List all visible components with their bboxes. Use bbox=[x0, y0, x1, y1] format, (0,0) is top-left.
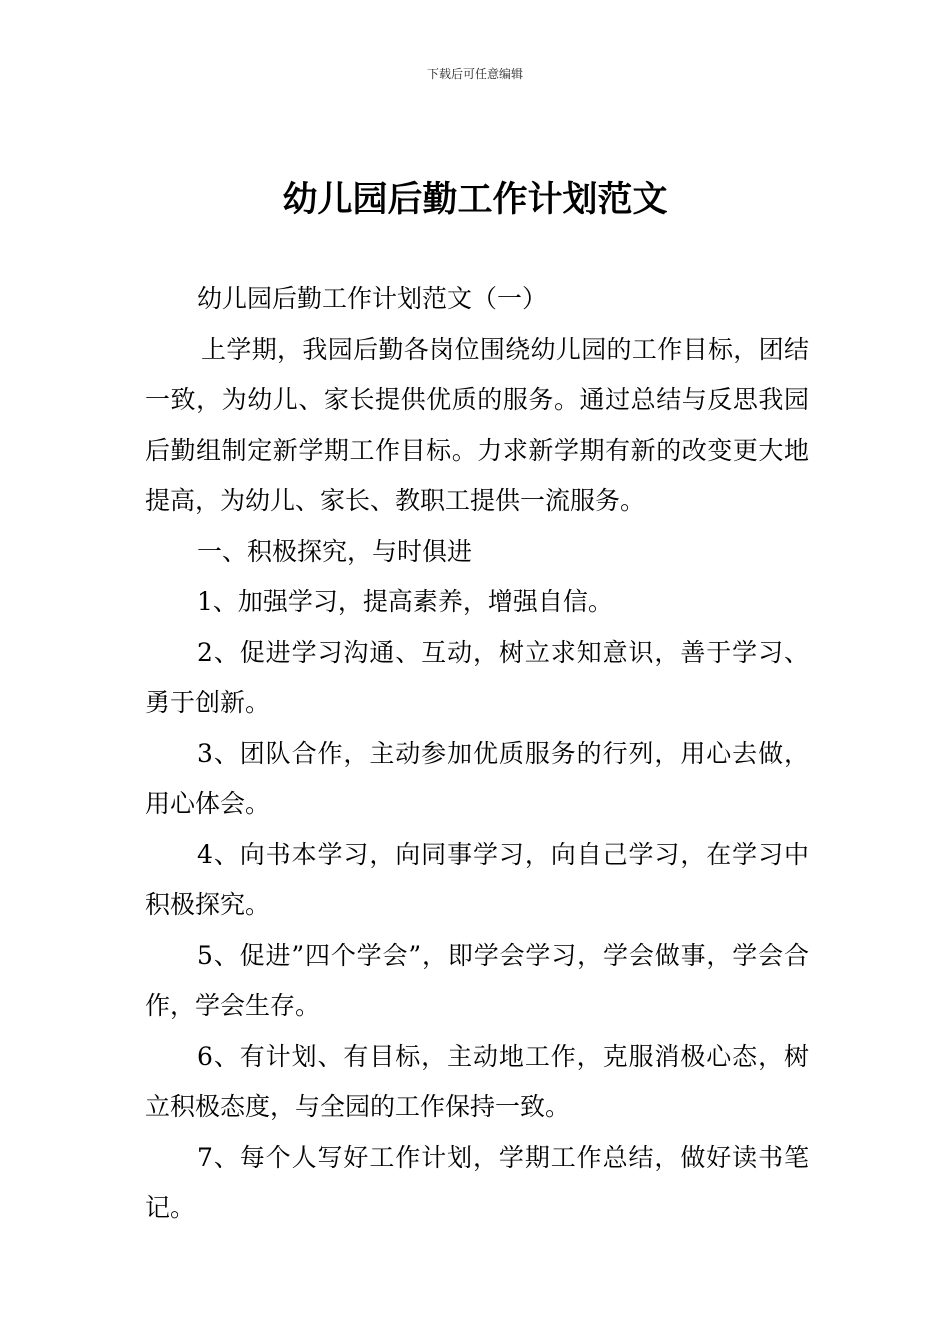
header-note: 下载后可任意编辑 bbox=[426, 67, 523, 81]
list-item-1: 1、加强学习，提高素养，增强自信。 bbox=[197, 587, 613, 616]
list-item-5: 5、促进”四个学会”，即学会学习，学会做事，学会合作，学会生存。 bbox=[145, 940, 809, 1020]
intro-paragraph: 上学期，我园后勤各岗位围绕幼儿园的工作目标，团结一致，为幼儿、家长提供优质的服务。通过总结与反思我园后勤组制定新学期工作目标。力求新学期有新的改变更大地提高，为幼儿、家长、教职工提供一流服务。 bbox=[145, 334, 809, 515]
section-heading: 一、积极探究，与时俱进 bbox=[197, 536, 473, 566]
list-item-6: 6、有计划、有目标，主动地工作，克服消极心态，树立积极态度，与全园的工作保持一致。 bbox=[145, 1041, 809, 1121]
document-subtitle: 幼儿园后勤工作计划范文（一） bbox=[197, 284, 548, 313]
list-item-4: 4、向书本学习，向同事学习，向自己学习，在学习中积极探究。 bbox=[145, 839, 809, 919]
list-item-3: 3、团队合作，主动参加优质服务的行列，用心去做，用心体会。 bbox=[145, 738, 809, 818]
list-item-2: 2、促进学习沟通、互动，树立求知意识，善于学习、勇于创新。 bbox=[145, 637, 809, 717]
document-title: 幼儿园后勤工作计划范文 bbox=[282, 180, 668, 220]
list-item-7: 7、每个人写好工作计划，学期工作总结，做好读书笔记。 bbox=[145, 1142, 809, 1222]
document-body bbox=[145, 274, 809, 1234]
